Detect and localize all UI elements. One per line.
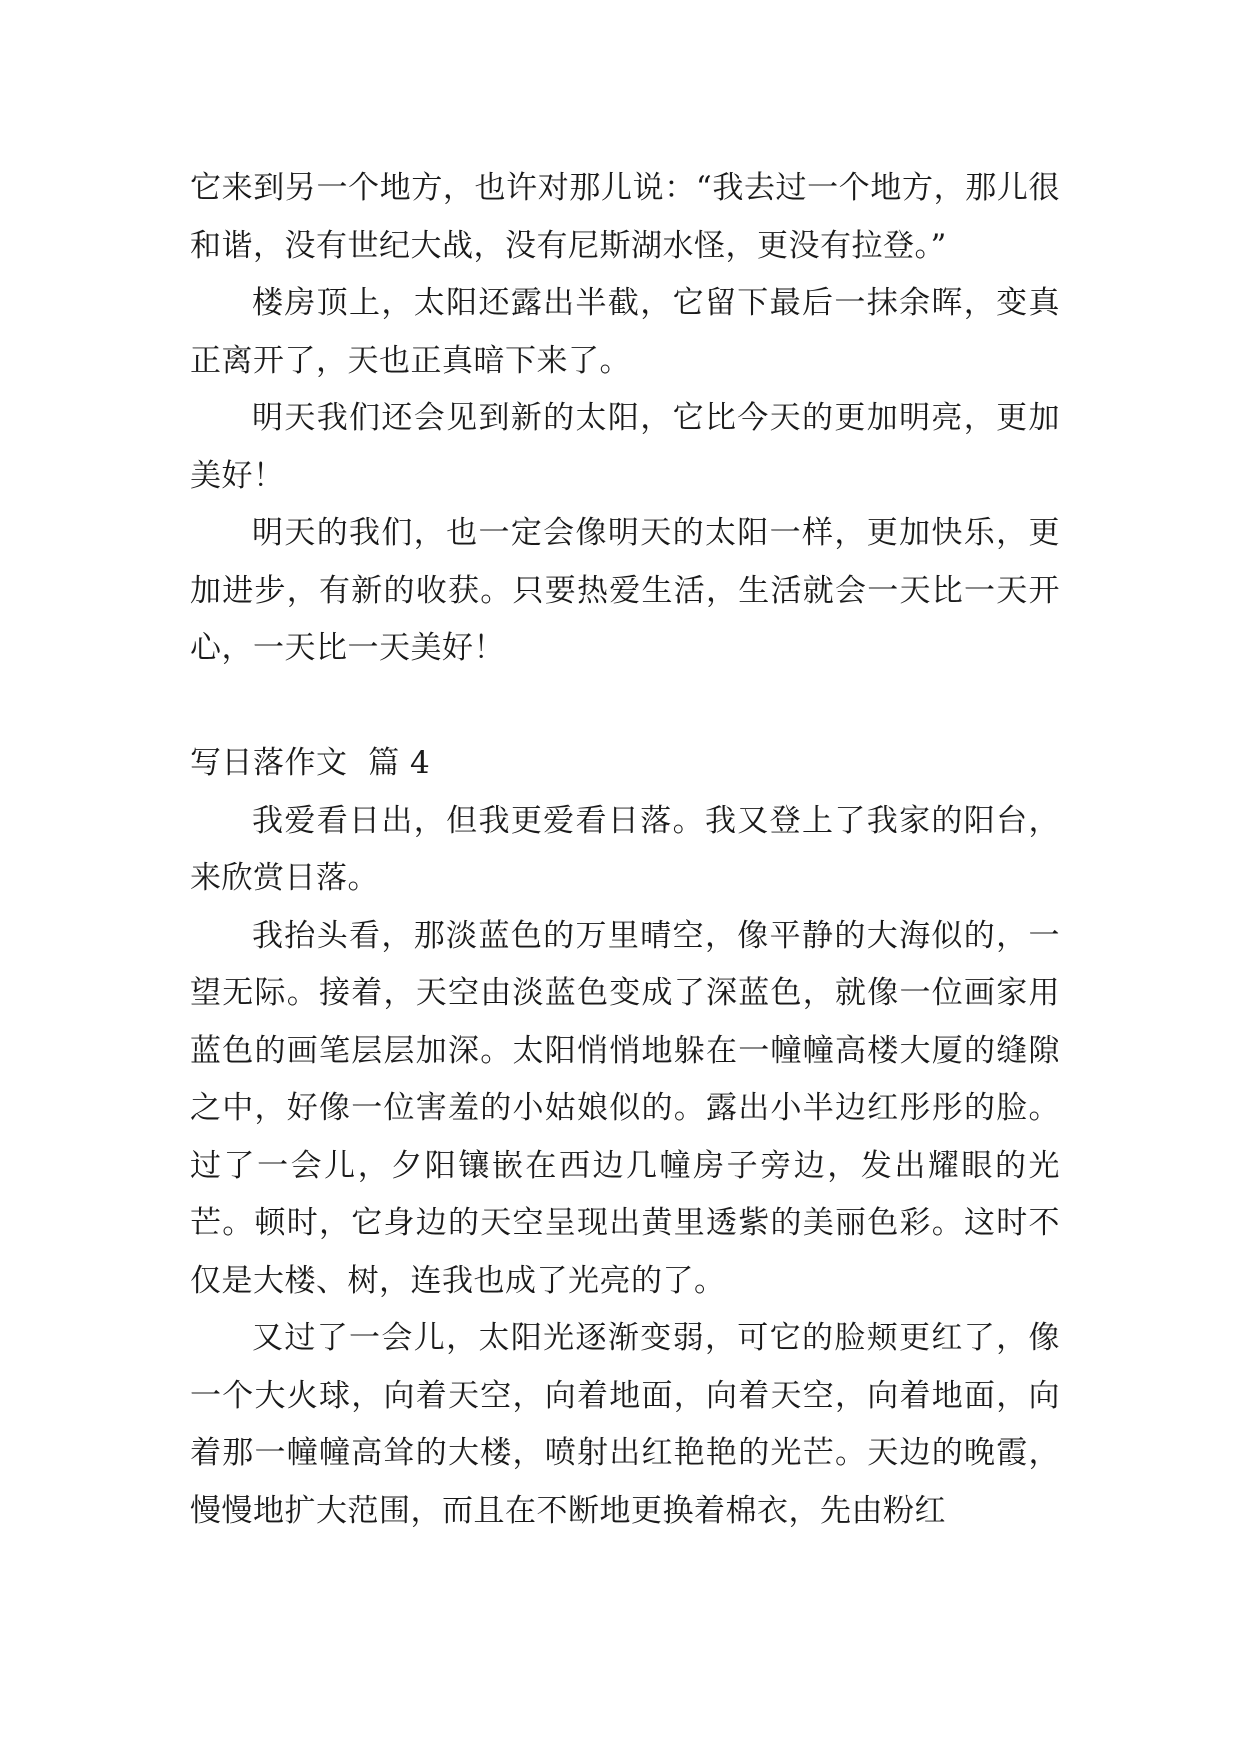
section-title: 写日落作文 篇 4	[190, 745, 431, 781]
paragraph: 明天的我们，也一定会像明天的太阳一样，更加快乐，更加进步，有新的收获。只要热爱生活，生活就会一天比一天开心，一天比一天美好！	[190, 515, 1060, 666]
paragraph: 明天我们还会见到新的太阳，它比今天的更加明亮，更加美好！	[190, 400, 1060, 494]
paragraph: 我抬头看，那淡蓝色的万里晴空，像平静的大海似的，一望无际。接着，天空由淡蓝色变成了深蓝色，就像一位画家用蓝色的画笔层层加深。太阳悄悄地躲在一幢幢高楼大厦的缝隙之中，好像一位害羞的小姑娘似的。露出小半边红彤彤的脸。过了一会儿，夕阳镶嵌在西边几幢房子旁边，发出耀眼的光芒。顿时，它身边的天空呈现出黄里透紫的美丽色彩。这时不仅是大楼、树，连我也成了光亮的了。	[190, 917, 1060, 1299]
paragraph: 又过了一会儿，太阳光逐渐变弱，可它的脸颊更红了，像一个大火球，向着天空，向着地面，向着天空，向着地面，向着那一幢幢高耸的大楼，喷射出红艳艳的光芒。天边的晚霞，慢慢地扩大范围，而且在不断地更换着棉衣，先由粉红	[190, 1320, 1060, 1529]
document-body	[190, 160, 1060, 1540]
paragraph: 楼房顶上，太阳还露出半截，它留下最后一抹余晖，变真正离开了，天也正真暗下来了。	[190, 285, 1060, 379]
paragraph-continuation: 它来到另一个地方，也许对那儿说：“我去过一个地方，那儿很和谐，没有世纪大战，没有尼斯湖水怪，更没有拉登。”	[190, 170, 1060, 264]
paragraph: 我爱看日出，但我更爱看日落。我又登上了我家的阳台，来欣赏日落。	[190, 802, 1060, 896]
